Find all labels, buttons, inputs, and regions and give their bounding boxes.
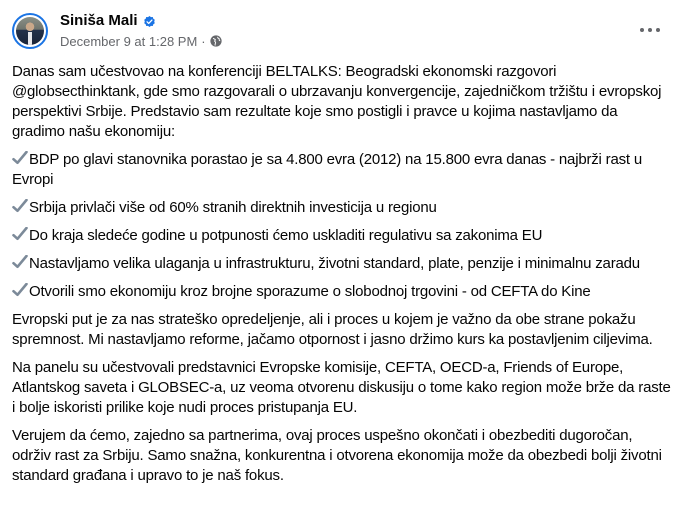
list-item — [12, 150, 672, 190]
post-paragraph: Na panelu su učestvovali predstavnici Evropske komisije, CEFTA, OECD-a, Friends of Europe, Atlantskog saveta i GLOBSEC-a, uz veoma otvorenu diskusiju o tome kako region može brže da raste i bolje iskoristi prilike koje nudi proces pristupanja EU. — [12, 359, 671, 416]
post-body — [12, 62, 672, 494]
list-item — [12, 198, 672, 218]
check-mark-icon — [12, 255, 28, 269]
post-paragraph: Verujem da ćemo, zajedno sa partnerima, ovaj proces uspešno okončati i obezbediti dugoročan, održiv rast za Srbiju. Samo snažna, konkurentna i otvorena ekonomija može da obezbedi bolji životni standard građana i upravo to je naš fokus. — [12, 427, 662, 484]
list-item — [12, 226, 672, 246]
list-item-text: BDP po glavi stanovnika porastao je sa 4.800 evra (2012) na 15.800 evra danas - najbrži rast u Evropi — [12, 151, 642, 188]
check-mark-icon — [12, 283, 28, 297]
separator: · — [201, 33, 206, 49]
more-horizontal-icon — [640, 28, 644, 32]
check-mark-icon — [12, 151, 28, 165]
check-mark-icon — [12, 199, 28, 213]
post-paragraph: Evropski put je za nas strateško opredeljenje, ali i proces u kojem je važno da obe strane pokažu spremnost. Mi nastavljamo reforme, jačamo otpornost i jasno držimo kurs ka postavljenim ciljevima. — [12, 311, 653, 348]
post-header — [12, 11, 222, 51]
more-options-button[interactable] — [640, 22, 660, 38]
check-mark-icon — [12, 227, 28, 241]
list-item-text: Nastavljamo velika ulaganja u infrastrukturu, životni standard, plate, penzije i minimalnu zaradu — [29, 255, 640, 272]
author-row — [60, 12, 222, 30]
list-item — [12, 282, 672, 302]
post-meta — [60, 12, 222, 50]
list-item — [12, 254, 672, 274]
list-item-text: Do kraja sledeće godine u potpunosti ćemo uskladiti regulativu sa zakonima EU — [29, 227, 543, 244]
post-timestamp[interactable]: December 9 at 1:28 PM — [60, 33, 198, 49]
globe-icon[interactable] — [210, 35, 222, 47]
verified-badge-icon — [143, 15, 156, 28]
list-item-text: Otvorili smo ekonomiju kroz brojne sporazume o slobodnoj trgovini - od CEFTA do Kine — [29, 283, 591, 300]
post-intro: Danas sam učestvovao na konferenciji BELTALKS: Beogradski ekonomski razgovori @globsecthinktank, gde smo razgovarali o ubrzavanju konvergencije, zajedničkom tržištu i evropskoj perspektivi Srbije. Predstavio sam rezultate koje smo postigli i pravce u kojima nastavljamo da gradimo našu ekonomiju: — [12, 63, 662, 140]
more-horizontal-icon — [648, 28, 652, 32]
post-subtitle — [60, 32, 222, 50]
avatar[interactable] — [12, 13, 48, 49]
more-horizontal-icon — [656, 28, 660, 32]
list-item-text: Srbija privlači više od 60% stranih direktnih investicija u regionu — [29, 199, 437, 216]
author-name[interactable]: Siniša Mali — [60, 12, 138, 29]
profile-photo — [16, 17, 44, 45]
